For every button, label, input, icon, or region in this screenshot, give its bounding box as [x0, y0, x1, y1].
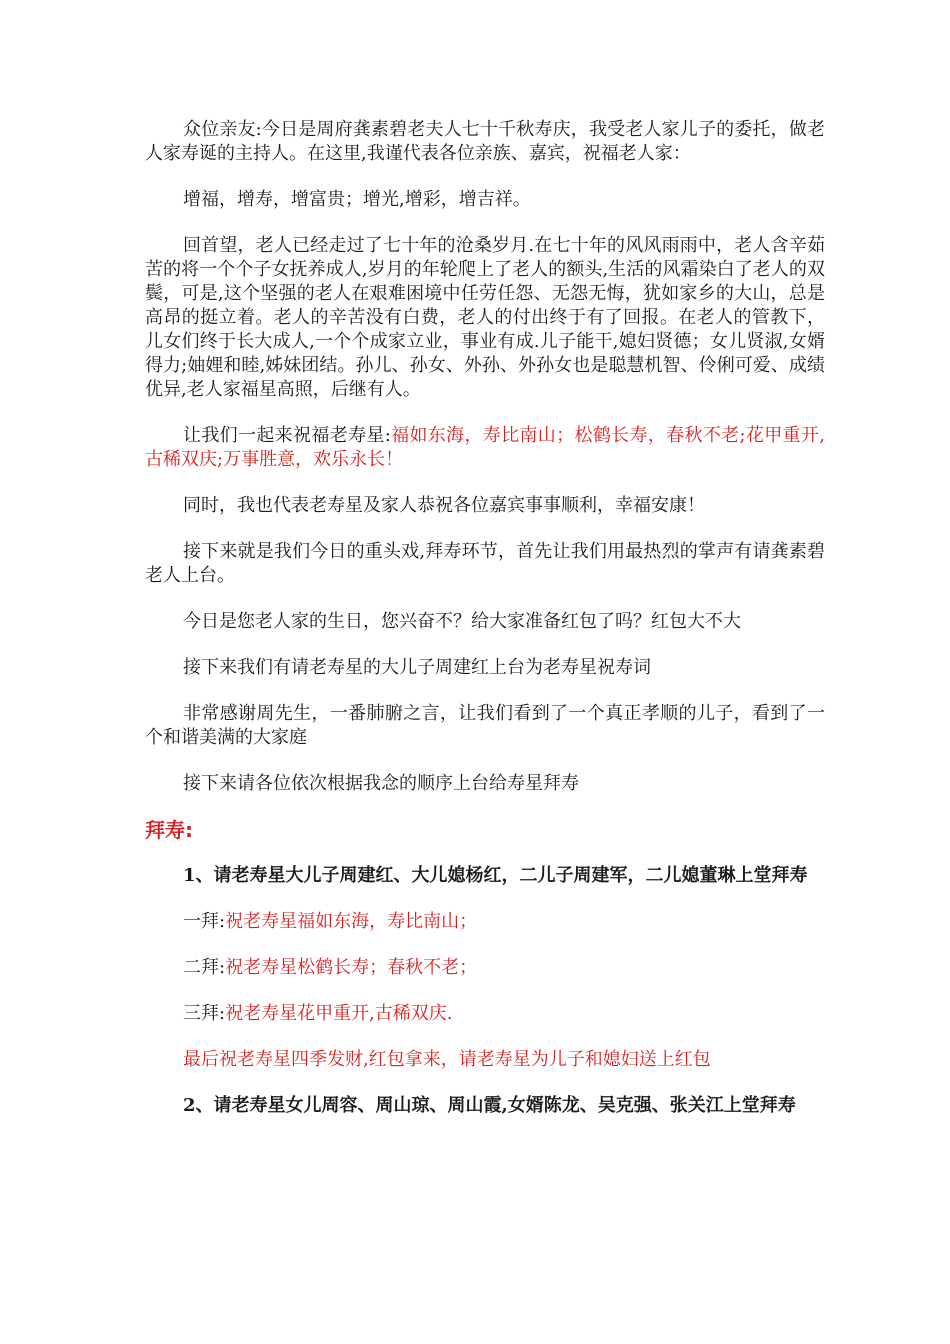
retrospective-paragraph: 回首望，老人已经走过了七十年的沧桑岁月.在七十年的风风雨雨中，老人含辛茹苦的将一个个子女抚养成人,岁月的年轮爬上了老人的额头,生活的风霜染白了老人的双鬓，可是,这个坚强的老人在艰难困境中任劳任怨、无怨无悔，犹如家乡的大山，总是高昂的挺立着。老人的辛苦没有白费，老人的付出终于有了回报。在老人的管教下，儿女们终于长大成人,一个个成家立业，事业有成.儿子能干,媳妇贤德；女儿贤淑,女婿得力;妯娌和睦,姊妹团结。孙儿、孙女、外孙、外孙女也是聪慧机智、伶俐可爱、成绩优异,老人家福星高照，后继有人。 — [145, 235, 825, 400]
birthday-question: 今日是您老人家的生日，您兴奋不？给大家准备红包了吗？红包大不大 — [183, 611, 741, 632]
bow-one-label: 一拜: — [183, 911, 226, 932]
son-speech-intro: 接下来我们有请老寿星的大儿子周建红上台为老寿星祝寿词 — [183, 657, 651, 678]
final-wish: 最后祝老寿星四季发财,红包拿来，请老寿星为儿子和媳妇送上红包 — [183, 1049, 711, 1070]
order-intro: 接下来请各位依次根据我念的顺序上台给寿星拜寿 — [183, 773, 579, 794]
main-event-intro: 接下来就是我们今日的重头戏,拜寿环节，首先让我们用最热烈的掌声有请龚素碧老人上台。 — [145, 541, 825, 586]
bow-two-label: 二拜: — [183, 957, 226, 978]
bow-group-1: 1、请老寿星大儿子周建红、大儿媳杨红，二儿子周建军，二儿媳董琳上堂拜寿 — [183, 865, 808, 886]
bow-one-text: 祝老寿星福如东海，寿比南山； — [225, 911, 478, 932]
bow-two — [145, 956, 825, 980]
opening-paragraph: 众位亲友:今日是周府龚素碧老夫人七十千秋寿庆，我受老人家儿子的委托，做老人家寿诞的主持人。在这里,我谨代表各位亲族、嘉宾，祝福老人家： — [145, 119, 825, 164]
document-body — [145, 118, 825, 1140]
wish-paragraph — [145, 424, 825, 472]
blessing-line: 增福，增寿，增富贵；增光,增彩，增吉祥。 — [183, 189, 531, 210]
bow-three-label: 三拜: — [183, 1003, 226, 1024]
bow-two-text: 祝老寿星松鹤长寿；春秋不老； — [225, 957, 478, 978]
thanks-paragraph: 非常感谢周先生，一番肺腑之言，让我们看到了一个真正孝顺的儿子，看到了一个和谐美满的大家庭 — [145, 703, 825, 748]
bow-three — [145, 1002, 825, 1026]
bow-three-text: 祝老寿星花甲重开,古稀双庆. — [225, 1003, 453, 1024]
wish-intro: 让我们一起来祝福老寿星: — [183, 425, 391, 446]
bow-one — [145, 910, 825, 934]
guest-wishes: 同时，我也代表老寿星及家人恭祝各位嘉宾事事顺利，幸福安康！ — [183, 495, 705, 516]
section-heading: 拜寿: — [145, 818, 193, 842]
bow-group-2: 2、请老寿星女儿周容、周山琼、周山霞,女婿陈龙、吴克强、张关江上堂拜寿 — [183, 1095, 796, 1116]
wish-red-text: 福如东海，寿比南山；松鹤长寿，春秋不老;花甲重开,古稀双庆;万事胜意，欢乐永长！ — [145, 425, 825, 470]
